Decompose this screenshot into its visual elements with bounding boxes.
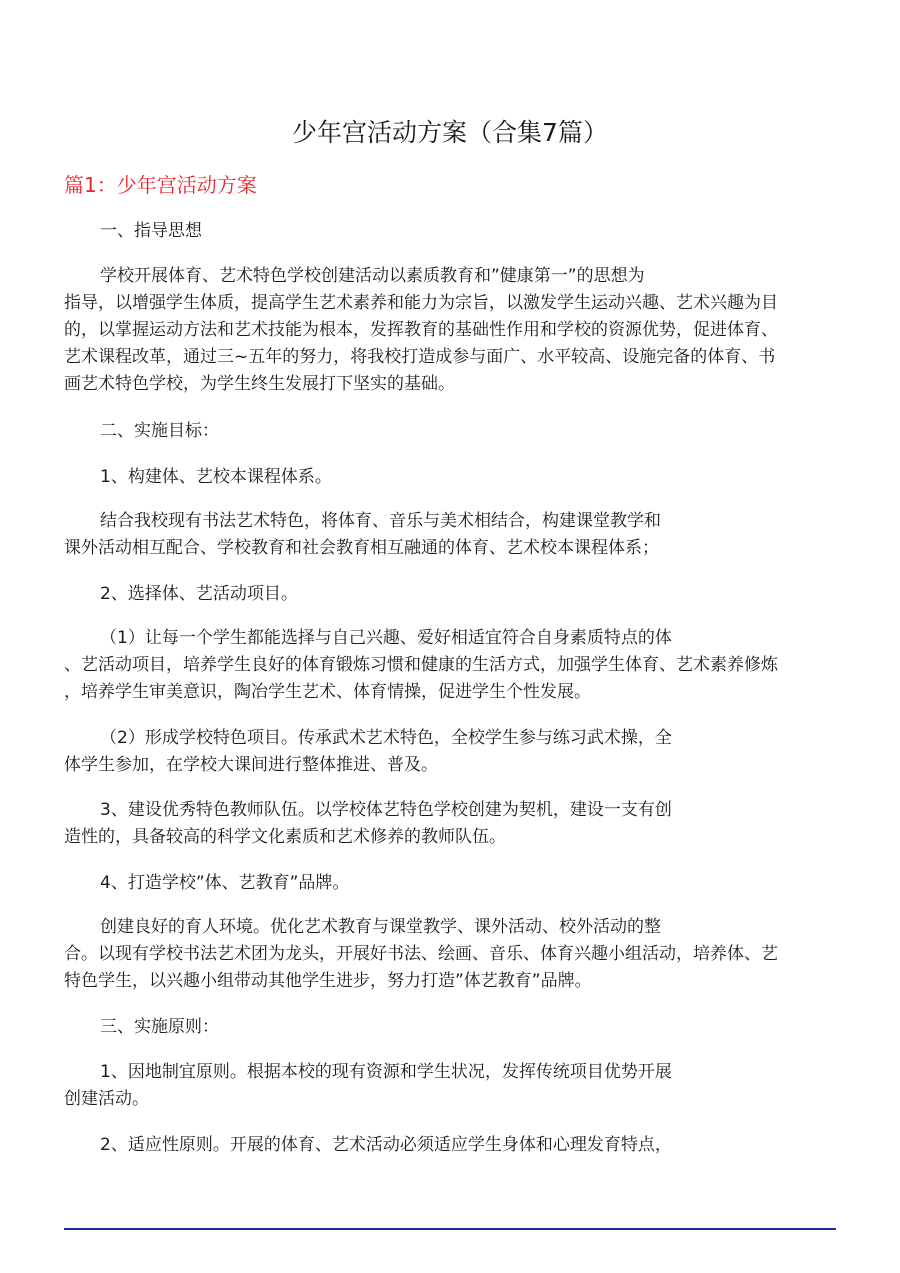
document-title: 少年宫活动方案（合集7篇）	[292, 118, 608, 147]
paragraph-line: 2、适应性原则。开展的体育、艺术活动必须适应学生身体和心理发育特点，	[100, 1135, 672, 1155]
paragraph	[64, 725, 844, 779]
paragraph	[64, 1132, 844, 1159]
paragraph-line: 二、实施目标：	[100, 421, 219, 441]
paragraph	[64, 464, 844, 491]
paragraph-line: 、艺活动项目，培养学生良好的体育锻炼习惯和健康的生活方式，加强学生体育、艺术素养修炼	[64, 655, 778, 675]
paragraph	[64, 263, 844, 398]
paragraph-line: 学校开展体育、艺术特色学校创建活动以素质教育和”健康第一”的思想为	[100, 266, 645, 286]
paragraph-line: 2、选择体、艺活动项目。	[100, 584, 298, 604]
paragraph-line: ，培养学生审美意识，陶冶学生艺术、体育情操，促进学生个性发展。	[64, 682, 591, 702]
paragraph-line: 指导，以增强学生体质，提高学生艺术素养和能力为宗旨，以激发学生运动兴趣、艺术兴趣为目	[64, 293, 778, 313]
paragraph-line: 画艺术特色学校，为学生终生发展打下坚实的基础。	[64, 374, 455, 394]
paragraph-line: 结合我校现有书法艺术特色，将体育、音乐与美术相结合，构建课堂教学和	[100, 511, 661, 531]
paragraph-line: 艺术课程改革，通过三~五年的努力，将我校打造成参与面广、水平较高、设施完备的体育、书	[64, 347, 776, 367]
section-heading: 篇1：少年宫活动方案	[64, 173, 257, 197]
paragraph	[64, 418, 844, 445]
paragraph	[64, 218, 844, 245]
paragraph	[64, 797, 844, 851]
footer-divider	[64, 1228, 836, 1230]
paragraph-line: 创建良好的育人环境。优化艺术教育与课堂教学、课外活动、校外活动的整	[100, 917, 661, 937]
paragraph-line: 体学生参加，在学校大课间进行整体推进、普及。	[64, 755, 438, 775]
paragraph-line: 的，以掌握运动方法和艺术技能为根本，发挥教育的基础性作用和学校的资源优势，促进体育、	[64, 320, 778, 340]
paragraph	[64, 914, 844, 995]
paragraph-line: 特色学生，以兴趣小组带动其他学生进步，努力打造”体艺教育”品牌。	[64, 971, 592, 991]
paragraph-line: （2）形成学校特色项目。传承武术艺术特色，全校学生参与练习武术操，全	[100, 728, 672, 748]
paragraph-line: （1）让每一个学生都能选择与自己兴趣、爱好相适宜符合自身素质特点的体	[100, 628, 672, 648]
paragraph-line: 4、打造学校”体、艺教育”品牌。	[100, 873, 350, 893]
paragraph	[64, 1014, 844, 1041]
paragraph	[64, 625, 844, 706]
paragraph	[64, 581, 844, 608]
paragraph-line: 造性的，具备较高的科学文化素质和艺术修养的教师队伍。	[64, 827, 506, 847]
paragraph-line: 创建活动。	[64, 1089, 149, 1109]
paragraph-line: 一、指导思想	[100, 221, 202, 241]
paragraph	[64, 1059, 844, 1113]
paragraph-line: 课外活动相互配合、学校教育和社会教育相互融通的体育、艺术校本课程体系；	[64, 538, 659, 558]
paragraph-line: 3、建设优秀特色教师队伍。以学校体艺特色学校创建为契机，建设一支有创	[100, 800, 672, 820]
paragraph-line: 1、构建体、艺校本课程体系。	[100, 467, 332, 487]
paragraph-line: 三、实施原则：	[100, 1017, 219, 1037]
paragraph	[64, 870, 844, 897]
paragraph-line: 1、因地制宜原则。根据本校的现有资源和学生状况，发挥传统项目优势开展	[100, 1062, 672, 1082]
paragraph	[64, 508, 844, 562]
paragraph-line: 合。以现有学校书法艺术团为龙头，开展好书法、绘画、音乐、体育兴趣小组活动，培养体、艺	[64, 944, 778, 964]
